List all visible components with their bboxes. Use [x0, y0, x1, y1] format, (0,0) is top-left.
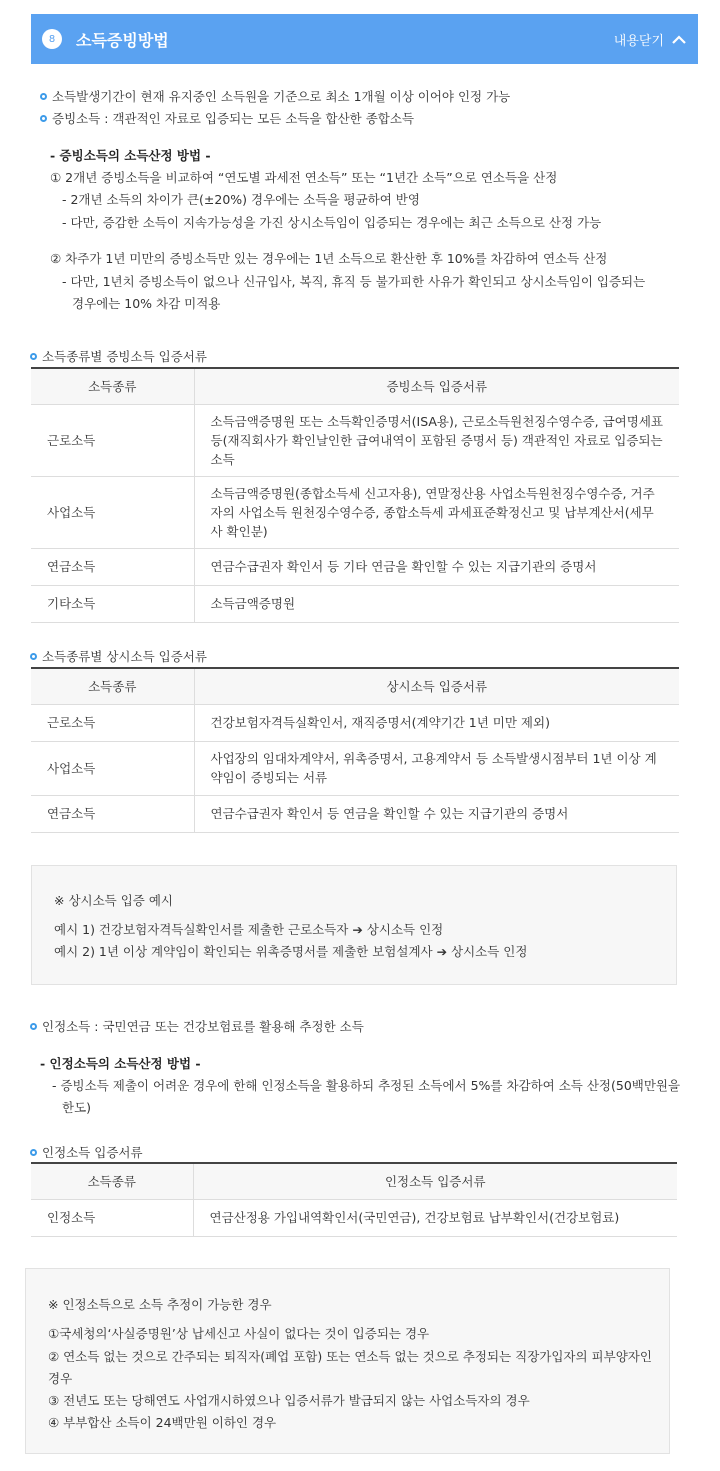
collapse-toggle-label: 내용닫기 — [613, 33, 664, 49]
calc-item-1-sub: - 2개년 소득의 차이가 큰(±20%) 경우에는 소득을 평균하여 반영 — [62, 192, 420, 207]
table-row: 사업소득 소득금액증명원(종합소득세 신고자용), 연말정산용 사업소득원천징수영수증, 거주자의 사업소득 원천징수영수증, 종합소득세 과세표준확정신고 및 납부계산서(세무사 확인분) — [31, 476, 679, 548]
note-line: ④ 부부합산 소득이 24백만원 이하인 경우 — [48, 1415, 277, 1430]
intro-item — [40, 87, 510, 105]
recognized-income-table — [31, 1162, 677, 1237]
column-header: 증빙소득 입증서류 — [194, 368, 679, 404]
calc-item-2: ② 차주가 1년 미만의 증빙소득만 있는 경우에는 1년 소득으로 환산한 후 10%를 차감하여 연소득 산정 — [50, 251, 608, 266]
bullet-icon — [30, 653, 37, 660]
table2-title: 소득종류별 상시소득 입증서류 — [30, 647, 207, 665]
column-header: 인정소득 입증서류 — [193, 1163, 677, 1199]
intro-item — [40, 109, 414, 127]
section-number-badge: 8 — [42, 29, 62, 49]
intro-text: 소득발생기간이 현재 유지중인 소득원을 기준으로 최소 1개월 이상 이어야 인정 가능 — [52, 89, 511, 104]
note-line-cont: 경우 — [48, 1371, 73, 1386]
table-row: 기타소득 소득금액증명원 — [31, 585, 679, 622]
note-line: ③ 전년도 또는 당해연도 사업개시하였으나 입증서류가 발급되지 않는 사업소득자의 경우 — [48, 1393, 530, 1408]
proof-income-table — [31, 367, 679, 623]
recognized-line: - 증빙소득 제출이 어려운 경우에 한해 인정소득을 활용하되 추정된 소득에서 5%를 차감하여 소득 산정(50백만원을 — [52, 1078, 681, 1093]
note-line: ② 연소득 없는 것으로 간주되는 퇴직자(폐업 포함) 또는 연소득 없는 것으로 추정되는 직장가입자의 피부양자인 — [48, 1349, 652, 1364]
table-row: 연금소득 연금수급권자 확인서 등 연금을 확인할 수 있는 지급기관의 증명서 — [31, 795, 679, 832]
calc-item-1-sub: - 다만, 증감한 소득이 지속가능성을 가진 상시소득임이 입증되는 경우에는 최근 소득으로 산정 가능 — [62, 215, 602, 230]
table-row: 사업소득 사업장의 임대차계약서, 위촉증명서, 고용계약서 등 소득발생시점부터 1년 이상 계약임이 증빙되는 서류 — [31, 741, 679, 795]
calc-item-2-sub-cont: 경우에는 10% 차감 미적용 — [72, 296, 221, 311]
chevron-up-icon — [672, 35, 686, 44]
bullet-icon — [40, 93, 47, 100]
recognized-heading: - 인정소득의 소득산정 방법 - — [40, 1056, 201, 1071]
section-title: 소득증빙방법 — [76, 30, 169, 50]
column-header: 소득종류 — [31, 368, 194, 404]
table-row: 근로소득 건강보험자격득실확인서, 재직증명서(계약기간 1년 미만 제외) — [31, 704, 679, 741]
calc-heading: - 증빙소득의 소득산정 방법 - — [50, 148, 211, 163]
calc-item-2-sub: - 다만, 1년치 증빙소득이 없으나 신규입사, 복직, 휴직 등 불가피한 사유가 확인되고 상시소득임이 입증되는 — [62, 274, 646, 289]
calc-item-1: ① 2개년 증빙소득을 비교하여 “연도별 과세전 연소득” 또는 “1년간 소득”으로 연소득을 산정 — [50, 170, 558, 185]
table-row: 인정소득 연금산정용 가입내역확인서(국민연금), 건강보험료 납부확인서(건강보험료) — [31, 1199, 677, 1236]
table1-title: 소득종류별 증빙소득 입증서류 — [30, 347, 207, 365]
table-row: 근로소득 소득금액증명원 또는 소득확인증명서(ISA용), 근로소득원천징수영수증, 급여명세표 등(재직회사가 확인날인한 급여내역이 포함된 증명서 등) 객관적인 자료로 입증되는 소득 — [31, 404, 679, 476]
bullet-icon — [30, 1023, 37, 1030]
example-box — [31, 865, 677, 985]
regular-income-table — [31, 667, 679, 833]
intro-text: 증빙소득 : 객관적인 자료로 입증되는 모든 소득을 합산한 종합소득 — [52, 111, 415, 126]
note-title: ※ 인정소득으로 소득 추정이 가능한 경우 — [48, 1297, 272, 1312]
bullet-icon — [30, 1149, 37, 1156]
recognized-income-item: 인정소득 : 국민연금 또는 건강보험료를 활용해 추정한 소득 — [30, 1017, 364, 1035]
column-header: 소득종류 — [31, 668, 194, 704]
example-line: 예시 2) 1년 이상 계약임이 확인되는 위촉증명서를 제출한 보험설계사 ➔ 상시소득 인정 — [54, 944, 528, 959]
column-header: 소득종류 — [31, 1163, 193, 1199]
example-title: ※ 상시소득 입증 예시 — [54, 893, 173, 908]
note-line: ①국세청의‘사실증명원’상 납세신고 사실이 없다는 것이 입증되는 경우 — [48, 1326, 430, 1341]
section-header — [31, 14, 698, 64]
table-row: 연금소득 연금수급권자 확인서 등 기타 연금을 확인할 수 있는 지급기관의 증명서 — [31, 548, 679, 585]
example-line: 예시 1) 건강보험자격득실확인서를 제출한 근로소득자 ➔ 상시소득 인정 — [54, 922, 444, 937]
note-box — [25, 1268, 670, 1454]
table3-title: 인정소득 입증서류 — [30, 1143, 143, 1161]
recognized-line-cont: 한도) — [62, 1100, 92, 1115]
column-header: 상시소득 입증서류 — [194, 668, 679, 704]
bullet-icon — [40, 115, 47, 122]
bullet-icon — [30, 353, 37, 360]
collapse-toggle-button[interactable] — [614, 30, 686, 49]
